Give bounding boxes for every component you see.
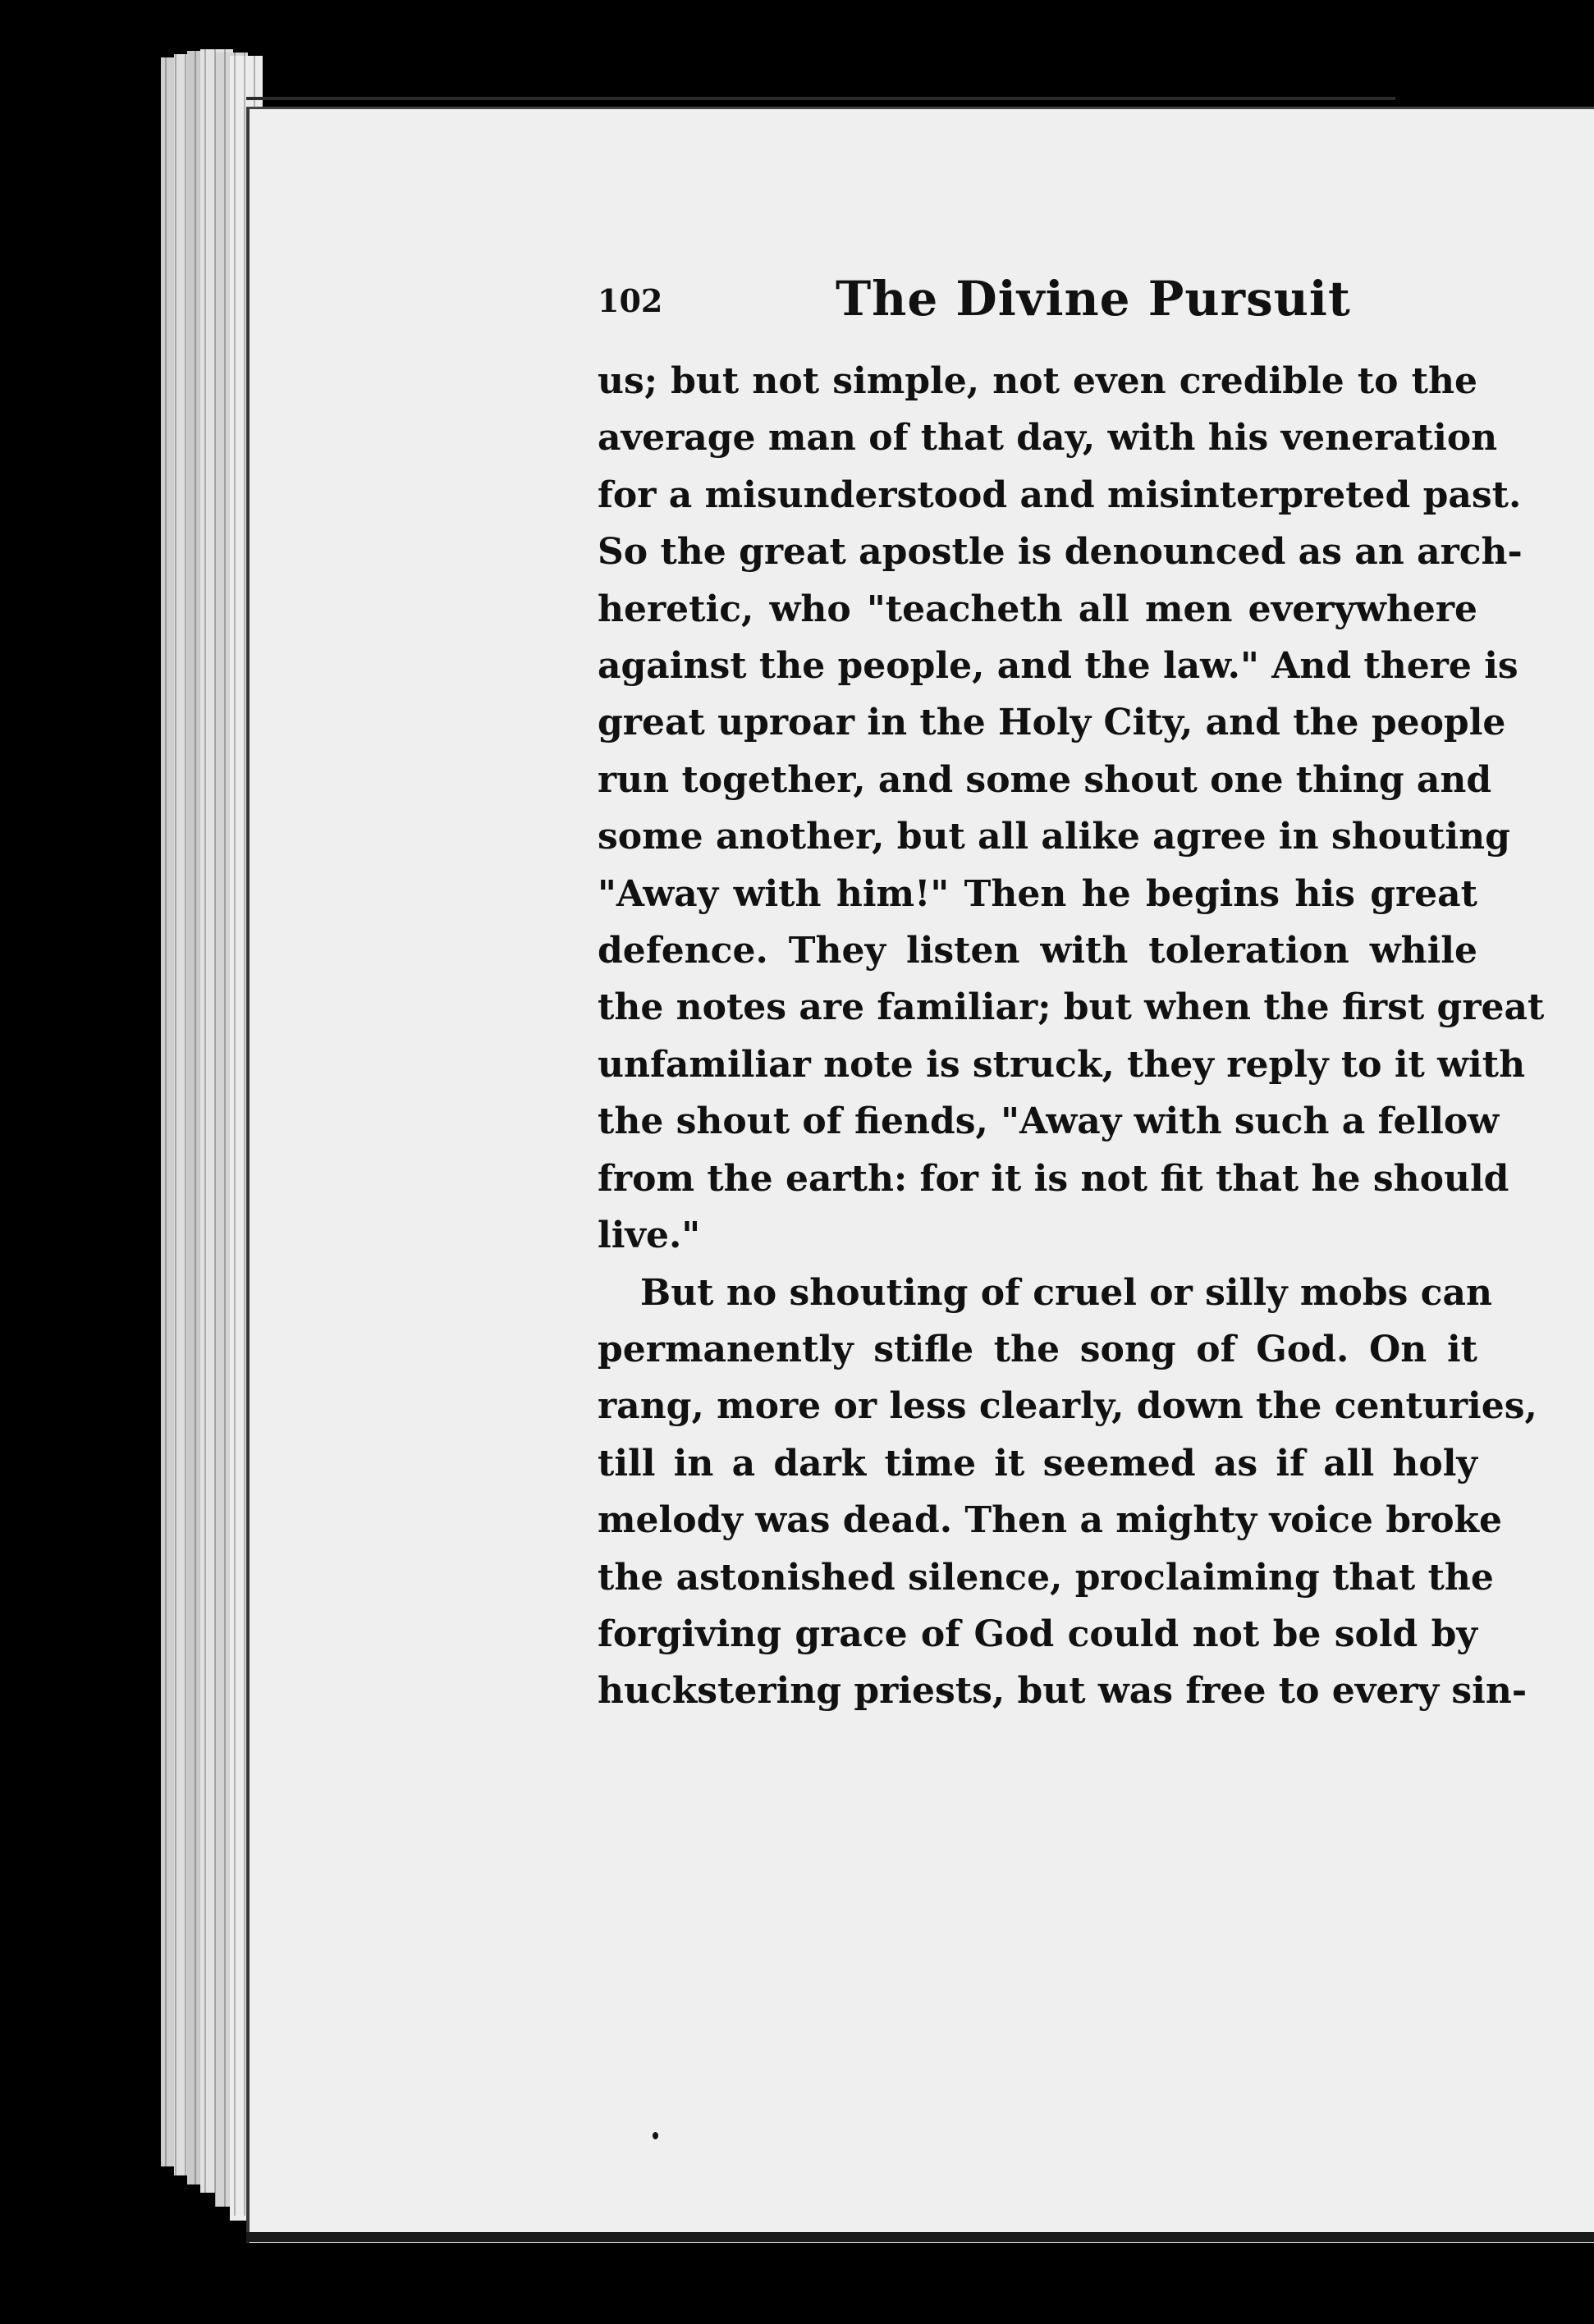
text-line: So the great apostle is denounced as an arch-	[598, 531, 1523, 574]
text-line: the astonished silence, proclaiming that the	[598, 1556, 1494, 1599]
text-line: huckstering priests, but was free to every sin-	[598, 1670, 1528, 1713]
page-number: 102	[598, 282, 663, 319]
paragraph	[598, 1265, 1537, 1720]
paragraph	[598, 353, 1545, 1265]
text-line: But no shouting of cruel or silly mobs can	[640, 1271, 1492, 1314]
running-header	[598, 271, 1477, 336]
text-line: forgiving grace of God could not be sold by	[598, 1613, 1477, 1655]
text-line: against the people, and the law." And there is	[598, 645, 1518, 688]
text-line: us; but not simple, not even credible to the	[598, 360, 1477, 402]
page-bottom-edge	[246, 2232, 1594, 2242]
text-line: run together, and some shout one thing and	[598, 758, 1492, 801]
text-line: unfamiliar note is struck, they reply to it with	[598, 1043, 1526, 1086]
page-top-edge	[246, 97, 1395, 100]
text-line: rang, more or less clearly, down the centuries,	[598, 1385, 1537, 1428]
text-line: till in a dark time it seemed as if all holy	[598, 1442, 1477, 1485]
text-line: some another, but all alike agree in shouting	[598, 816, 1510, 858]
text-line: great uproar in the Holy City, and the people	[598, 702, 1506, 744]
text-line: for a misunderstood and misinterpreted past.	[598, 473, 1522, 516]
text-line: live."	[598, 1215, 701, 1257]
text-line: melody was dead. Then a mighty voice broke	[598, 1499, 1503, 1542]
text-line: defence. They listen with toleration while	[598, 930, 1477, 972]
text-line: permanently stifle the song of God. On it	[598, 1328, 1477, 1370]
text-line: average man of that day, with his veneration	[598, 417, 1498, 460]
text-line: "Away with him!" Then he begins his great	[598, 872, 1477, 915]
text-line: from the earth: for it is not fit that he should	[598, 1157, 1509, 1200]
ink-speck	[653, 2132, 658, 2139]
text-line: the notes are familiar; but when the first great	[598, 986, 1545, 1029]
running-title: The Divine Pursuit	[836, 271, 1351, 327]
body-text	[598, 353, 1545, 1720]
text-line: heretic, who "teacheth all men everywhere	[598, 588, 1477, 630]
text-line: the shout of fiends, "Away with such a fellow	[598, 1100, 1500, 1143]
